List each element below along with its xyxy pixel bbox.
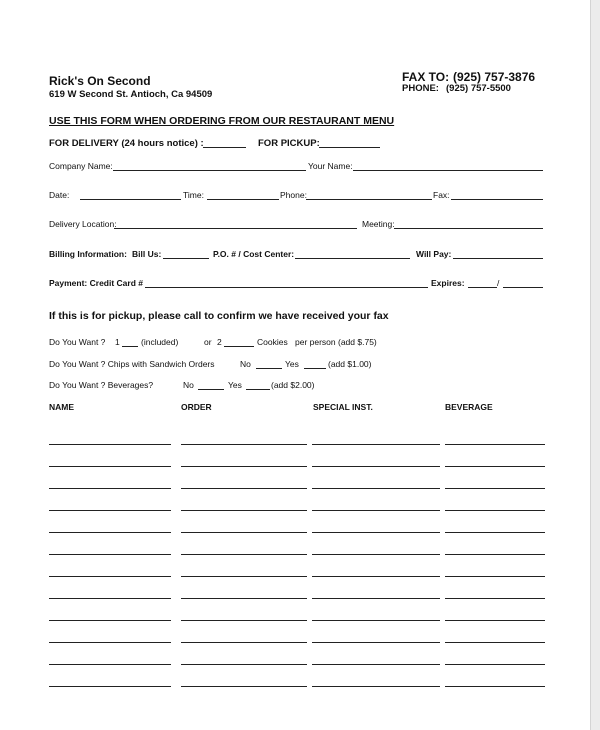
company-name-label: Company Name: <box>49 161 113 171</box>
your-name-field[interactable] <box>353 170 543 171</box>
cookies-one-field[interactable] <box>122 346 138 347</box>
cookies-per-person: per person (add $.75) <box>295 337 377 347</box>
order-line-special-inst[interactable] <box>312 554 440 555</box>
date-field[interactable] <box>80 199 181 200</box>
order-line-order[interactable] <box>181 620 307 621</box>
order-line-order[interactable] <box>181 642 307 643</box>
order-line-order[interactable] <box>181 466 307 467</box>
order-line-beverage[interactable] <box>445 664 545 665</box>
order-line-order[interactable] <box>181 576 307 577</box>
company-name-field[interactable] <box>113 170 306 171</box>
order-line-name[interactable] <box>49 664 171 665</box>
beverages-no: No <box>183 380 194 390</box>
phone-label: PHONE: <box>402 83 439 94</box>
order-line-beverage[interactable] <box>445 620 545 621</box>
bill-us-field[interactable] <box>163 258 209 259</box>
fax-field[interactable] <box>451 199 543 200</box>
order-line-name[interactable] <box>49 510 171 511</box>
chips-no: No <box>240 359 251 369</box>
pickup-field[interactable] <box>319 147 380 148</box>
order-line-special-inst[interactable] <box>312 466 440 467</box>
will-pay-field[interactable] <box>453 258 543 259</box>
order-line-name[interactable] <box>49 444 171 445</box>
order-line-order[interactable] <box>181 686 307 687</box>
order-line-special-inst[interactable] <box>312 532 440 533</box>
time-field[interactable] <box>207 199 279 200</box>
order-line-special-inst[interactable] <box>312 488 440 489</box>
will-pay-label: Will Pay: <box>416 249 452 259</box>
billing-info-label: Billing Information: <box>49 249 127 259</box>
order-line-order[interactable] <box>181 664 307 665</box>
cookies-two-field[interactable] <box>224 346 254 347</box>
order-line-special-inst[interactable] <box>312 444 440 445</box>
order-line-special-inst[interactable] <box>312 686 440 687</box>
order-line-beverage[interactable] <box>445 532 545 533</box>
chips-question: Do You Want ? Chips with Sandwich Orders <box>49 359 215 369</box>
cookies-included: (included) <box>141 337 179 347</box>
order-line-order[interactable] <box>181 554 307 555</box>
order-line-special-inst[interactable] <box>312 576 440 577</box>
form-title: USE THIS FORM WHEN ORDERING FROM OUR RESTAURANT MENU <box>49 115 395 127</box>
column-header-name: NAME <box>49 402 75 412</box>
phone-field[interactable] <box>306 199 432 200</box>
order-line-name[interactable] <box>49 576 171 577</box>
po-cost-center-label: P.O. # / Cost Center: <box>213 249 295 259</box>
cookies-or: or <box>204 337 212 347</box>
cookies-two: 2 <box>217 337 222 347</box>
order-line-beverage[interactable] <box>445 510 545 511</box>
expires-year-field[interactable] <box>503 287 543 288</box>
po-cost-center-field[interactable] <box>295 258 410 259</box>
order-line-special-inst[interactable] <box>312 510 440 511</box>
fax-number: (925) 757-3876 <box>453 70 536 84</box>
phone-label-field: Phone: <box>280 190 307 200</box>
credit-card-field[interactable] <box>145 287 428 288</box>
bill-us-label: Bill Us: <box>132 249 162 259</box>
order-line-beverage[interactable] <box>445 598 545 599</box>
pickup-label: FOR PICKUP: <box>258 138 320 149</box>
restaurant-address: 619 W Second St. Antioch, Ca 94509 <box>49 89 213 100</box>
order-line-beverage[interactable] <box>445 444 545 445</box>
column-header-special-inst: SPECIAL INST. <box>313 402 373 412</box>
payment-credit-card-label: Payment: Credit Card # <box>49 278 143 288</box>
cookies-prefix: Do You Want ? <box>49 337 106 347</box>
pickup-note: If this is for pickup, please call to confirm we have received your fax <box>49 310 389 322</box>
restaurant-name: Rick's On Second <box>49 74 151 88</box>
beverages-yes-field[interactable] <box>246 389 270 390</box>
order-line-beverage[interactable] <box>445 642 545 643</box>
order-line-order[interactable] <box>181 444 307 445</box>
chips-yes: Yes <box>285 359 299 369</box>
order-line-beverage[interactable] <box>445 466 545 467</box>
order-line-beverage[interactable] <box>445 686 545 687</box>
order-line-name[interactable] <box>49 642 171 643</box>
order-line-special-inst[interactable] <box>312 664 440 665</box>
order-line-order[interactable] <box>181 510 307 511</box>
cookies-text: Cookies <box>257 337 288 347</box>
meeting-field[interactable] <box>394 228 543 229</box>
order-line-beverage[interactable] <box>445 554 545 555</box>
cookies-one: 1 <box>115 337 120 347</box>
order-line-beverage[interactable] <box>445 488 545 489</box>
beverages-question: Do You Want ? Beverages? <box>49 380 154 390</box>
order-line-order[interactable] <box>181 488 307 489</box>
order-line-special-inst[interactable] <box>312 642 440 643</box>
order-line-name[interactable] <box>49 620 171 621</box>
column-header-order: ORDER <box>181 402 212 412</box>
fax-label-field: Fax: <box>433 190 450 200</box>
beverages-yes: Yes <box>228 380 242 390</box>
delivery-location-field[interactable] <box>114 228 357 229</box>
delivery-location-label: Delivery Location: <box>49 219 117 229</box>
column-header-beverage: BEVERAGE <box>445 402 493 412</box>
beverages-no-field[interactable] <box>198 389 224 390</box>
order-line-name[interactable] <box>49 554 171 555</box>
chips-yes-field[interactable] <box>304 368 326 369</box>
expires-slash: / <box>497 278 500 288</box>
date-label: Date: <box>49 190 70 200</box>
expires-label: Expires: <box>431 278 465 288</box>
expires-month-field[interactable] <box>468 287 497 288</box>
fax-label: FAX TO: <box>402 70 450 84</box>
delivery-field[interactable] <box>203 147 246 148</box>
order-line-name[interactable] <box>49 466 171 467</box>
chips-add: (add $1.00) <box>328 359 372 369</box>
time-label: Time: <box>183 190 204 200</box>
order-line-order[interactable] <box>181 532 307 533</box>
beverages-add: (add $2.00) <box>271 380 315 390</box>
chips-no-field[interactable] <box>256 368 282 369</box>
order-line-special-inst[interactable] <box>312 598 440 599</box>
meeting-label: Meeting: <box>362 219 395 229</box>
your-name-label: Your Name: <box>308 161 353 171</box>
phone-number: (925) 757-5500 <box>446 83 511 94</box>
order-line-order[interactable] <box>181 598 307 599</box>
order-line-special-inst[interactable] <box>312 620 440 621</box>
order-line-name[interactable] <box>49 598 171 599</box>
order-line-beverage[interactable] <box>445 576 545 577</box>
order-line-name[interactable] <box>49 686 171 687</box>
order-line-name[interactable] <box>49 532 171 533</box>
order-line-name[interactable] <box>49 488 171 489</box>
delivery-label: FOR DELIVERY (24 hours notice) : <box>49 138 204 149</box>
